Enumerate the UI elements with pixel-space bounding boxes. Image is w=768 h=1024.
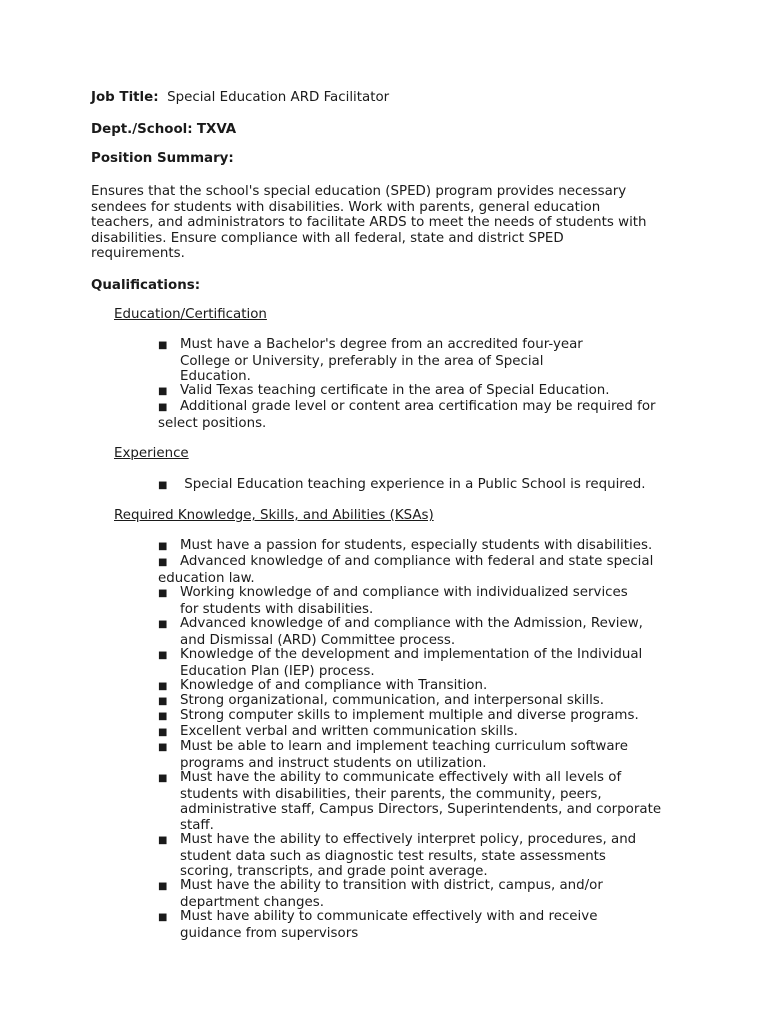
dept-label: Dept./School:	[91, 122, 193, 137]
bullet-square-icon: ■	[158, 619, 168, 630]
list-item: ■ Must have ability to communicate effectively with and receive guidance from supervisors	[158, 909, 598, 941]
bullet-square-icon: ■	[158, 742, 168, 753]
list-item: ■ Must have a Bachelor's degree from an accredited four-year College or University, preferably in the area of Special Education.	[158, 337, 583, 384]
list-item: ■ Strong organizational, communication, and interpersonal skills.	[158, 693, 605, 708]
bullet-square-icon: ■	[158, 912, 168, 923]
summary-line: Ensures that the school's special education (SPED) program provides necessary	[91, 184, 627, 199]
list-item: ■ Must have the ability to effectively interpret policy, procedures, and student data such as diagnostic test results, state assessments scoring, transcripts, and grade point average.	[158, 832, 637, 879]
bullet-square-icon: ■	[158, 402, 168, 413]
list-item: ■ Advanced knowledge of and compliance with the Admission, Review, and Dismissal (ARD) Committee process.	[158, 616, 643, 648]
list-item: ■ Valid Texas teaching certificate in the area of Special Education.	[158, 383, 610, 398]
position-summary-heading: Position Summary:	[91, 151, 234, 166]
bullet-square-icon: ■	[158, 835, 168, 846]
job-title-row	[91, 90, 389, 106]
list-item: ■ Excellent verbal and written communication skills.	[158, 724, 518, 739]
summary-line: teachers, and administrators to facilitate ARDS to meet the needs of students with	[91, 215, 647, 230]
job-title-value: Special Education ARD Facilitator	[167, 90, 390, 105]
summary-line: requirements.	[91, 246, 185, 261]
bullet-square-icon: ■	[158, 340, 168, 351]
bullet-square-icon: ■	[158, 696, 168, 707]
list-item: ■ Additional grade level or content area certification may be required for select positions.	[158, 399, 656, 431]
list-item: ■ Knowledge of and compliance with Transition.	[158, 678, 488, 693]
bullet-square-icon: ■	[158, 681, 168, 692]
experience-heading: Experience	[114, 446, 189, 461]
list-item: ■ Working knowledge of and compliance with individualized services for students with disabilities.	[158, 585, 628, 617]
summary-line: sendees for students with disabilities. Work with parents, general education	[91, 199, 601, 215]
job-title-label: Job Title:	[91, 90, 159, 105]
bullet-square-icon: ■	[158, 557, 168, 568]
list-item: ■ Must have the ability to transition with district, campus, and/or department changes.	[158, 878, 603, 910]
list-item: ■ Advanced knowledge of and compliance with federal and state special education law.	[158, 554, 654, 586]
bullet-square-icon: ■	[158, 650, 168, 661]
bullet-square-icon: ■	[158, 773, 168, 784]
qualifications-heading: Qualifications:	[91, 278, 201, 293]
dept-row	[91, 122, 236, 138]
bullet-square-icon: ■	[158, 881, 168, 892]
education-heading: Education/Certification	[114, 307, 267, 322]
bullet-square-icon: ■	[158, 386, 168, 397]
list-item: ■ Strong computer skills to implement multiple and diverse programs.	[158, 708, 639, 723]
summary-line: disabilities. Ensure compliance with all federal, state and district SPED	[91, 230, 564, 246]
list-item: ■ Knowledge of the development and implementation of the Individual Education Plan (IEP) process.	[158, 647, 643, 679]
ksa-heading: Required Knowledge, Skills, and Abilities (KSAs)	[114, 508, 434, 523]
bullet-square-icon: ■	[158, 480, 168, 491]
dept-value: TXVA	[196, 122, 237, 137]
list-item: ■ Must have a passion for students, especially students with disabilities.	[158, 538, 653, 553]
list-item: ■ Must be able to learn and implement teaching curriculum software programs and instruct students on utilization.	[158, 739, 628, 771]
bullet-square-icon: ■	[158, 727, 168, 738]
list-item: ■ Special Education teaching experience in a Public School is required.	[158, 477, 646, 492]
bullet-square-icon: ■	[158, 588, 168, 599]
position-summary-text	[91, 184, 681, 262]
list-item: ■ Must have the ability to communicate effectively with all levels of students with disabilities, their parents, the community, peers, administrative staff, Campus Directors, Superintendents, and corporate staff.	[158, 770, 662, 833]
bullet-square-icon: ■	[158, 711, 168, 722]
bullet-square-icon: ■	[158, 541, 168, 552]
